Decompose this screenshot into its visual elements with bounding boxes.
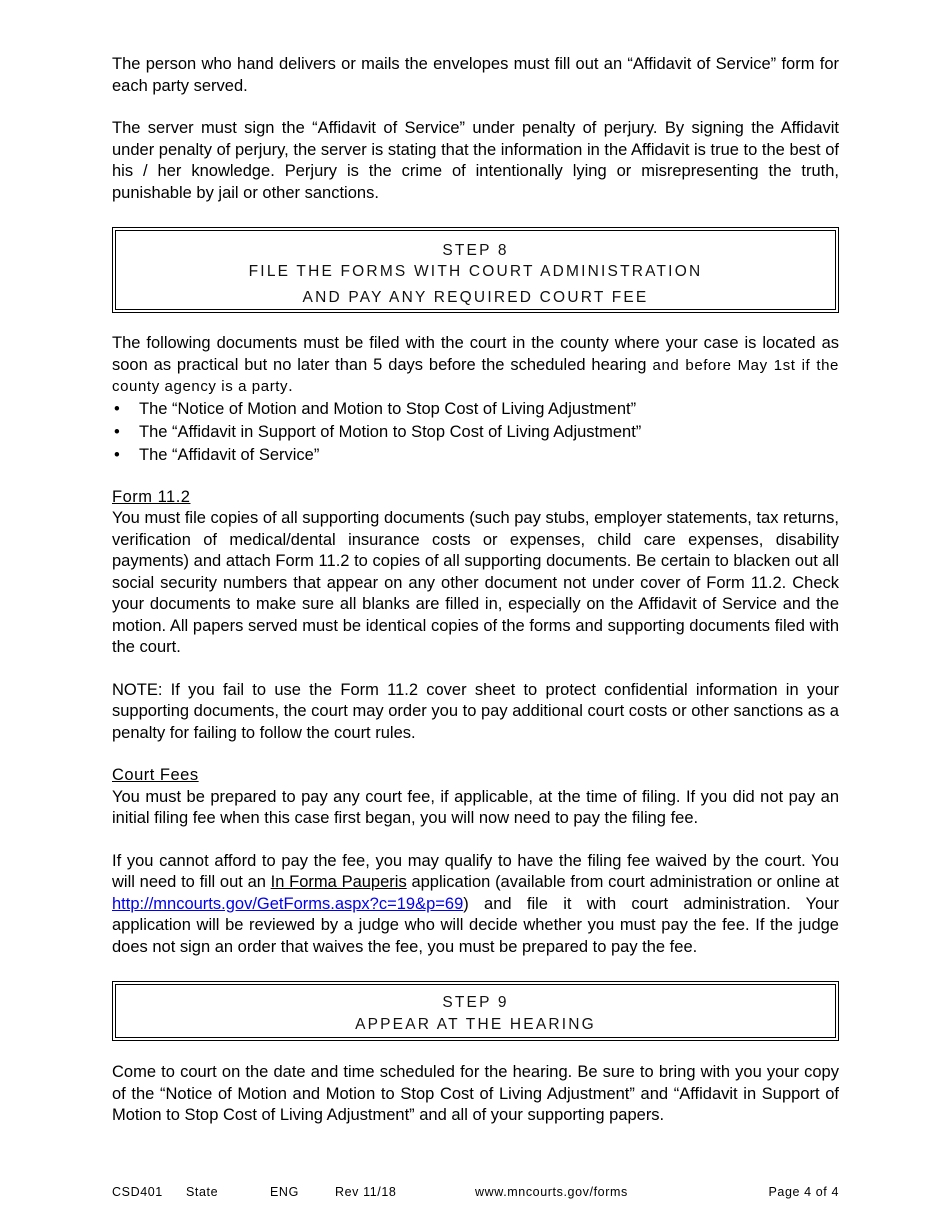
footer-form-code: CSD401 — [112, 1185, 163, 1199]
step-8-number: STEP 8 — [442, 242, 509, 259]
list-item: • The “Notice of Motion and Motion to Stop Cost of Living Adjustment” — [112, 398, 839, 421]
document-page — [112, 54, 839, 1127]
filing-county-note: and before May 1st if the county agency is a party — [112, 356, 839, 395]
footer-revision: Rev 11/18 — [335, 1185, 397, 1199]
filing-document-list — [112, 398, 839, 467]
step-9-title: APPEAR AT THE HEARING — [355, 1016, 596, 1033]
step-8-title-line-2: AND PAY ANY REQUIRED COURT FEE — [302, 289, 649, 306]
footer-state: State — [186, 1185, 219, 1199]
filing-text: The following documents must be filed with the court in the county where your case is located as soon as practical but no later than 5 days before the scheduled hearing — [112, 334, 839, 374]
court-fees-paragraph-1: You must be prepared to pay any court fee, if applicable, at the time of filing. If you did not pay an initial filing fee when this case first began, you will now need to pay the filing fee. — [112, 787, 839, 827]
get-forms-link[interactable]: http://mncourts.gov/GetForms.aspx?c=19&p=69 — [112, 894, 464, 913]
step-9-box — [112, 981, 839, 1041]
footer-url: www.mncourts.gov/forms — [475, 1185, 628, 1199]
court-fees-paragraph-2: If you cannot afford to pay the fee, you may qualify to have the filing fee waived by the court. You will need to fill out an In Forma Pauperis application (available from court administration or online at http://mncourts.gov/GetForms.aspx?c=19&p=69) and file it with court administration. Your application will be reviewed by a judge who will decide whether you must pay the fee. If the judge does not sign an order that waives the fee, you must be prepared to pay the fee. — [112, 851, 839, 956]
filing-paragraph: The following documents must be filed with the court in the county where your case is located as soon as practical but no later than 5 days before the scheduled hearing and before May 1st if the county agency is a party. — [112, 334, 839, 395]
step-9-number: STEP 9 — [442, 994, 509, 1011]
form-11-2-paragraph: You must file copies of all supporting documents (such pay stubs, employer statements, tax returns, verification of medical/dental insurance costs or expenses, child care expenses, disability payments) and attach Form 11.2 to copies of all supporting documents. Be certain to blacken out all social security numbers that appear on any other document not under cover of Form 11.2. Check your documents to make sure all blanks are filled in, especially on the Affidavit of Service and the motion. All papers served must be identical copies of the forms and supporting documents filed with the court. — [112, 509, 839, 656]
note-paragraph: NOTE: If you fail to use the Form 11.2 cover sheet to protect confidential information in your supporting documents, the court may order you to pay additional court costs or other sanctions as a penalty for failing to follow the court rules. — [112, 680, 839, 742]
page-footer — [112, 1185, 839, 1203]
list-item: • The “Affidavit in Support of Motion to Stop Cost of Living Adjustment” — [112, 421, 839, 444]
intro-paragraph-2: The server must sign the “Affidavit of Service” under penalty of perjury. By signing the Affidavit under penalty of perjury, the server is stating that the information in the Affidavit is true to the best of his / her knowledge. Perjury is the crime of intentionally lying or misrepresenting the truth, punishable by jail or other sanctions. — [112, 119, 839, 202]
court-fees-heading: Court Fees — [112, 766, 199, 784]
footer-language: ENG — [270, 1185, 299, 1199]
form-11-2-heading: Form 11.2 — [112, 487, 191, 506]
footer-page-number: Page 4 of 4 — [768, 1185, 839, 1199]
step-8-box — [112, 227, 839, 313]
list-item: • The “Affidavit of Service” — [112, 444, 839, 467]
step-8-title-line-1: FILE THE FORMS WITH COURT ADMINISTRATION — [248, 263, 703, 280]
in-forma-pauperis-text: In Forma Pauperis — [270, 873, 407, 891]
hearing-paragraph: Come to court on the date and time scheduled for the hearing. Be sure to bring with you your copy of the “Notice of Motion and Motion to Stop Cost of Living Adjustment” and “Affidavit in Support of Motion to Stop Cost of Living Adjustment” and all of your supporting papers. — [112, 1063, 839, 1124]
intro-paragraph-1: The person who hand delivers or mails the envelopes must fill out an “Affidavit of Service” form for each party served. — [112, 55, 839, 95]
